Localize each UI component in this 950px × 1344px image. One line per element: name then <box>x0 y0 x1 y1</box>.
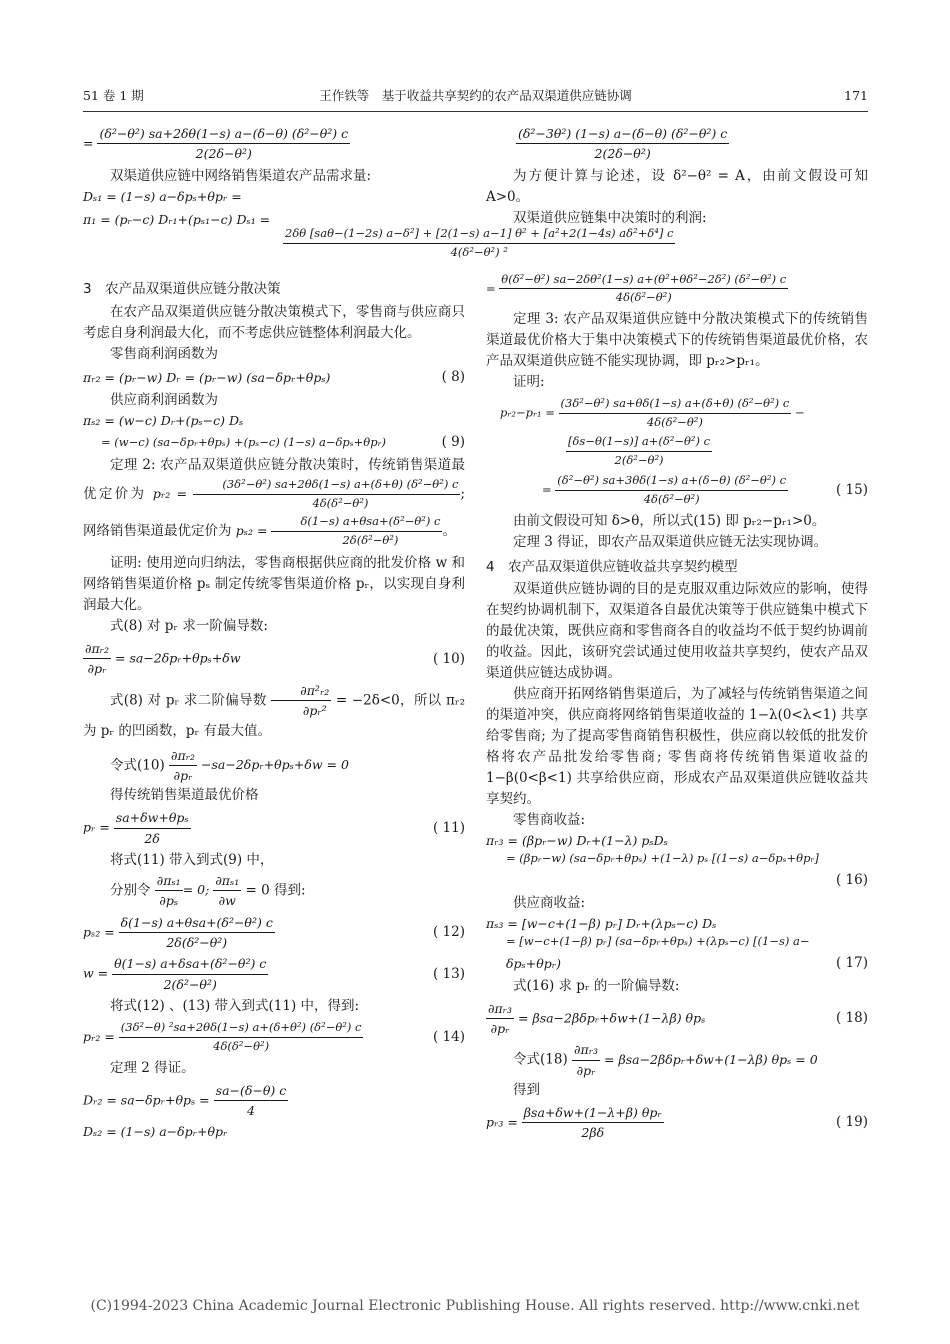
equation-9 <box>83 432 465 453</box>
text: 分别令 <box>110 882 151 899</box>
equation-number: ( 16) <box>835 871 868 888</box>
equation-number: ( 18) <box>835 1010 868 1026</box>
equation-8 <box>83 367 465 388</box>
frac-num: ∂πᵣ₃ <box>486 999 514 1019</box>
frac-den: 2(2δ−θ²) <box>195 146 252 162</box>
frac-den: ∂pᵣ <box>576 1062 596 1078</box>
equation-number: ( 14) <box>432 1028 465 1045</box>
equation-lhs: pᵣ₂−pᵣ₁ = <box>500 405 555 420</box>
text-theorem-2-proven: 定理 2 得证。 <box>110 1059 195 1076</box>
frac-den: ∂w <box>218 893 236 909</box>
text-from-assumption: 由前文假设可知 δ>θ，所以式(15) 即 pᵣ₂−pᵣ₁>0。 <box>513 512 826 529</box>
text-respectively <box>83 871 465 911</box>
running-title: 王作铁等 基于收益共享契约的农产品双渠道供应链协调 <box>319 88 632 103</box>
frac-den: 4(δ²−θ²) ² <box>450 244 508 259</box>
left-column <box>83 122 465 1142</box>
equation-number: ( 19) <box>835 1114 868 1131</box>
equation-16-line2: = (βpᵣ−w) (sa−δpᵣ+θpₛ) +(1−λ) pₛ [(1−s) a−δpₛ+θpᵣ] <box>506 850 819 865</box>
equation-9-line1: πₛ₂ = (w−c) Dᵣ+(pₛ−c) Dₛ <box>83 412 244 428</box>
equation-17 <box>486 953 868 974</box>
equation-18 <box>486 999 868 1039</box>
text: = 0 得到: <box>245 882 306 899</box>
frac-num: ∂πᵣ₂ <box>83 639 111 659</box>
frac-den: ∂pᵣ² <box>302 703 327 719</box>
equation-17-line1: πₛ₃ = [w−c+(1−β) pᵣ] Dᵣ+(λpₛ−c) Dₛ <box>486 915 717 931</box>
paragraph: 在农产品双渠道供应链分散决策模式下，零售商与供应商只考虑自身利润最大化，而不考虑供应链整体利润最大化。 <box>83 304 465 342</box>
text: 式(8) 对 pᵣ 求二阶偏导数 <box>110 692 267 709</box>
equation-12 <box>83 913 465 953</box>
frac-den: 4δ(δ²−θ²) <box>615 290 672 305</box>
paragraph: 双渠道供应链中网络销售渠道农产品需求量: <box>110 167 372 184</box>
equation-pi1: π₁ = (pᵣ−c) Dᵣ₁+(pₛ₁−c) Dₛ₁ = <box>83 212 271 228</box>
theorem-end: 。 <box>442 522 456 539</box>
frac-num: ∂πₛ₁ <box>155 871 183 891</box>
text: = 0; <box>182 882 210 898</box>
paragraph: 双渠道供应链协调的目的是克服双重边际效应的影响，使得在契约协调机制下，双渠道各自最优决策等于供应链集中模式下的最优决策，既供应商和零售商各自的收益均不低于契约协调前的收益。因此，该研究尝试通过使用收益共享契约，使农产品双渠道供应链达成协调。 <box>486 581 868 682</box>
frac-num: ∂πᵣ₂ <box>169 746 197 766</box>
equation-top-right <box>486 124 868 164</box>
label-optimal-price: 得传统销售渠道最优价格 <box>110 787 259 804</box>
frac-num: θ(1−s) a+δsa+(δ²−θ²) c <box>112 954 268 974</box>
equation-body: = βsa−2βδpᵣ+δw+(1−λβ) θpₛ <box>518 1009 706 1025</box>
equation-body: −sa−2δpᵣ+θpₛ+δw = 0 <box>201 756 349 772</box>
equation-15 <box>486 472 868 509</box>
equation-body: = sa−2δpᵣ+θpₛ+δw <box>115 650 241 666</box>
equation-lhs: pᵣ₂ = <box>83 1028 115 1044</box>
label-supplier-revenue: 供应商收益: <box>513 894 586 911</box>
frac-num: δ(1−s) a+θsa+(δ²−θ²) c <box>271 513 442 532</box>
frac-den: 4δ(δ²−θ²) <box>643 491 700 506</box>
text-substitute-12-13: 将式(12) 、(13) 带入到式(11) 中，得到: <box>110 998 360 1015</box>
text-substitute-11: 将式(11) 带入到式(9) 中， <box>110 851 274 868</box>
label-eq16-derivative: 式(16) 求 pᵣ 的一阶偏导数: <box>513 977 680 994</box>
theorem-2 <box>83 455 465 549</box>
equation-ds2: Dₛ₂ = (1−s) a−δpᵣ+θpᵣ <box>83 1124 228 1140</box>
text: = −2δ<0，所以 πᵣ₂ 为 pᵣ 的凹函数，pᵣ 有最大值。 <box>83 692 465 739</box>
label-retailer-profit: 零售商利润函数为 <box>110 346 218 363</box>
paragraph-proof: 证明: 使用逆向归纳法，零售商根据供应商的批发价格 w 和网络销售渠道价格 pₛ 制定传统零售渠道价格 pᵣ，以实现自身利润最大化。 <box>83 555 465 614</box>
frac-num: (δ²−3θ²) (1−s) a−(δ−θ) (δ²−θ²) c <box>516 124 729 144</box>
label-centralized: 双渠道供应链集中决策时的利润: <box>513 209 707 226</box>
frac-den: 4 <box>246 1102 255 1118</box>
equation-lhs: Dᵣ₂ = sa−δpᵣ+θpₛ = <box>83 1091 210 1107</box>
frac-num: ∂πₛ₁ <box>213 871 241 891</box>
equation-number: ( 11) <box>432 819 465 836</box>
equation-number: ( 8) <box>441 369 465 386</box>
frac-den: 2(δ²−θ²) <box>614 453 664 468</box>
theorem-ps: pₛ₂ = <box>235 522 268 538</box>
frac-den: ∂pᵣ <box>490 1020 510 1036</box>
label-proof: 证明: <box>513 373 545 390</box>
equation-11 <box>83 808 465 848</box>
section-heading-3: 3 农产品双渠道供应链分散决策 <box>83 281 281 298</box>
theorem-text: 定理 2: 农产品双渠道供应链分散决策时，传统销售渠道最优定价为 <box>83 457 465 502</box>
equation-number: ( 9) <box>441 434 465 451</box>
frac-den: 4δ(δ²−θ²) <box>646 414 703 429</box>
frac-num: (δ²−θ²) sa+2δθ(1−s) a−(δ−θ) (δ²−θ²) c <box>97 124 350 144</box>
frac-den: 4δ(δ²−θ²) <box>312 495 369 510</box>
text: 令式(18) <box>513 1051 568 1068</box>
frac-num: 2δθ [saθ−(1−2s) a−δ²] + [2(1−s) a−1] θ² + [a²+2(1−4s) aδ²+δ⁴] c <box>283 225 675 244</box>
frac-den: 2(δ²−θ²) <box>163 976 217 992</box>
frac-den: 2(2δ−θ²) <box>594 146 651 162</box>
section-heading-4: 4 农产品双渠道供应链收益共享契约模型 <box>486 558 738 575</box>
paragraph-assume: 为方便计算与论述，设 δ²−θ² = A，由前文假设可知 A>0。 <box>486 167 868 205</box>
right-column <box>486 122 868 1145</box>
label-first-derivative: 式(8) 对 pᵣ 求一阶偏导数: <box>110 618 268 635</box>
paragraph: 供应商开拓网络销售渠道后，为了减轻与传统销售渠道之间的渠道冲突，供应商将网络销售渠道收益的 1−λ(0<λ<1) 共享给零售商; 为了提高零售商销售积极性，供应商以较低的批发价格将农产品批发给零售商; 零售商将传统销售渠道收益的 1−β(0<β<1) 共享给供应商，形成农产品双渠道供应链收益共享契约。 <box>486 686 868 807</box>
paragraph-second-derivative <box>83 681 465 742</box>
label-retailer-revenue: 零售商收益: <box>513 811 586 828</box>
equation-16 <box>486 870 868 891</box>
volume-issue: 51 卷 1 期 <box>83 88 144 103</box>
equation-lhs: pᵣ = <box>83 819 110 835</box>
equation-centralized: = $\frac{\text{θ(δ²−θ²) sa−2δθ²(1−s) a+(θ²+θδ²−2δ²) (δ²−θ²) c}}{\text{4δ(δ²−θ²)}}$ <box>486 271 868 308</box>
frac-num: sa−(δ−θ) c <box>214 1081 289 1101</box>
equation-top-left: = $\frac{\text{(δ²−θ²) sa+2δθ(1−s) a−(δ−θ) (δ²−θ²) c}}{\text{2(2δ−θ²)}}$ <box>83 124 465 164</box>
equation-lhs: pᵣ₃ = <box>486 1114 518 1130</box>
frac-den: 4δ(δ²−θ²) <box>213 1038 270 1053</box>
equation-13 <box>83 954 465 994</box>
text-theorem-3-proven: 定理 3 得证，即农产品双渠道供应链无法实现协调。 <box>513 533 828 550</box>
label-get: 得到 <box>513 1082 540 1099</box>
copyright-footer: (C)1994-2023 China Academic Journal Electronic Publishing House. All rights reserved. http://www.cnki.net <box>90 1298 860 1314</box>
equation-number: ( 12) <box>432 924 465 941</box>
frac-num: [δs−θ(1−s)] a+(δ²−θ²) c <box>566 433 712 452</box>
equation-diff-1: pᵣ₂−pᵣ₁ = $\frac{\text{(3δ²−θ²) sa+θδ(1−s) a+(δ+θ) (δ²−θ²) c}}{\text{4δ(δ²−θ²)}}$ − <box>486 395 868 432</box>
equation-body: = (w−c) (sa−δpᵣ+θpₛ) +(pₛ−c) (1−s) a−δpₛ+θpᵣ) <box>101 434 387 449</box>
frac-num: βsa+δw+(1−λ+β) θpᵣ <box>522 1103 664 1123</box>
text: 令式(10) <box>110 756 165 773</box>
frac-num: ∂πᵣ₃ <box>572 1040 600 1060</box>
frac-num: (3δ²−θ²) sa+2θδ(1−s) a+(δ+θ) (δ²−θ²) c <box>193 476 460 495</box>
frac-num: sa+δw+θpₛ <box>114 808 191 828</box>
equation-body: = βsa−2βδpᵣ+δw+(1−λβ) θpₛ = 0 <box>604 1051 818 1067</box>
equation-diff-2 <box>486 433 868 470</box>
theorem-text: ; 网络销售渠道最优定价为 <box>83 485 465 539</box>
equation-14 <box>83 1019 465 1056</box>
equation-17-line2: = [w−c+(1−β) pᵣ] (sa−δpᵣ+θpₛ) +(λpₛ−c) [(1−s) a− <box>506 933 810 948</box>
equation-body: δpₛ+θpᵣ) <box>506 955 561 971</box>
frac-num: (3δ²−θ²) sa+θδ(1−s) a+(δ+θ) (δ²−θ²) c <box>559 395 792 414</box>
equation-lhs: = <box>542 482 552 497</box>
frac-den: 2βδ <box>581 1125 605 1141</box>
theorem-3: 定理 3: 农产品双渠道供应链中分散决策模式下的传统销售渠道最优价格大于集中决策模式下的传统销售渠道最优价格，农产品双渠道供应链不能实现协调，即 pᵣ₂>pᵣ₁。 <box>486 311 868 369</box>
equation-number: ( 10) <box>432 650 465 667</box>
equation-let-18 <box>486 1040 868 1080</box>
frac-num: (3δ²−θ) ²sa+2θδ(1−s) a+(δ+θ²) (δ²−θ²) c <box>119 1019 364 1038</box>
label-supplier-profit: 供应商利润函数为 <box>110 392 218 409</box>
equation-lhs: pₛ₂ = <box>83 924 115 939</box>
frac-num: δ(1−s) a+θsa+(δ²−θ²) c <box>119 913 275 933</box>
frac-den: ∂pᵣ <box>173 767 193 783</box>
equation-19 <box>486 1103 868 1143</box>
header-rule <box>83 111 868 112</box>
equation-lhs: w = <box>83 965 109 981</box>
frac-num: (δ²−θ²) sa+3θδ(1−s) a+(δ−θ) (δ²−θ²) c <box>555 472 788 491</box>
equation-number: ( 15) <box>835 481 868 498</box>
equation-body: πᵣ₂ = (pᵣ−w) Dᵣ = (pᵣ−w) (sa−δpᵣ+θpₛ) <box>83 369 331 385</box>
equation-demand: Dₛ₁ = (1−s) a−δpₛ+θpᵣ = <box>83 188 242 204</box>
equation-dr2 <box>83 1081 465 1121</box>
frac-num: ∂π²ᵣ₂ <box>271 681 331 701</box>
frac-den: ∂pᵣ <box>87 661 107 677</box>
running-header <box>83 86 868 108</box>
theorem-pr: pᵣ₂ = <box>152 485 188 501</box>
frac-den: 2δ(δ²−θ²) <box>342 532 399 547</box>
page-number: 171 <box>844 88 868 103</box>
equation-number: ( 17) <box>835 954 868 971</box>
frac-den: 2δ <box>144 830 160 846</box>
equation-10 <box>83 639 465 679</box>
equation-16-line1: πᵣ₃ = (βpᵣ−w) Dᵣ+(1−λ) pₛDₛ <box>486 832 668 848</box>
equation-let-10 <box>83 746 465 786</box>
frac-den: 2δ(δ²−θ²) <box>166 935 228 950</box>
frac-den: ∂pₛ <box>159 893 179 909</box>
frac-num: θ(δ²−θ²) sa−2δθ²(1−s) a+(θ²+θδ²−2δ²) (δ²−θ²) c <box>499 271 788 290</box>
equation-number: ( 13) <box>432 965 465 982</box>
